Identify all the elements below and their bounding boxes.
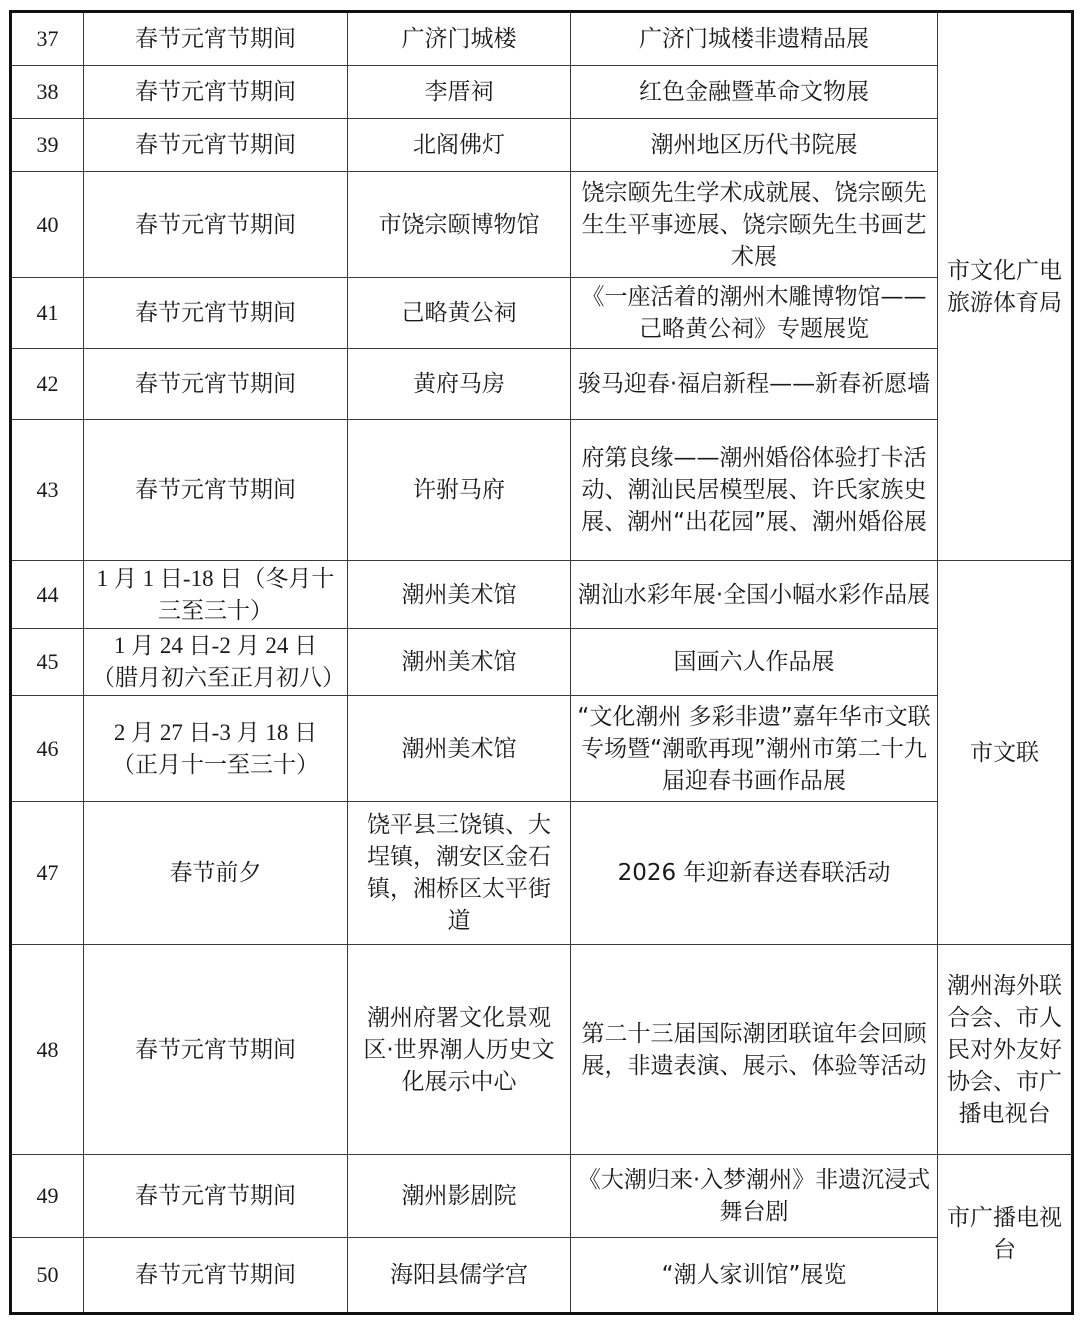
time-cell: 春节元宵节期间 bbox=[84, 1155, 348, 1238]
time-cell: 春节前夕 bbox=[84, 802, 348, 945]
row-number: 46 bbox=[11, 696, 84, 802]
venue-cell: 许驸马府 bbox=[348, 420, 571, 561]
time-cell: 1 月 1 日-18 日（冬月十三至三十） bbox=[84, 561, 348, 629]
time-cell: 春节元宵节期间 bbox=[84, 119, 348, 172]
row-number: 43 bbox=[11, 420, 84, 561]
activity-cell: 潮州地区历代书院展 bbox=[571, 119, 938, 172]
row-number: 48 bbox=[11, 945, 84, 1155]
table-row bbox=[11, 420, 1073, 561]
organizer-cell: 市文联 bbox=[938, 561, 1073, 945]
venue-cell: 李厝祠 bbox=[348, 66, 571, 119]
time-cell: 春节元宵节期间 bbox=[84, 172, 348, 278]
activity-cell: 红色金融暨革命文物展 bbox=[571, 66, 938, 119]
activity-cell: 《大潮归来·入梦潮州》非遗沉浸式舞台剧 bbox=[571, 1155, 938, 1238]
venue-cell: 海阳县儒学宫 bbox=[348, 1238, 571, 1314]
time-cell: 春节元宵节期间 bbox=[84, 1238, 348, 1314]
venue-cell: 黄府马房 bbox=[348, 349, 571, 420]
activity-cell: 潮汕水彩年展·全国小幅水彩作品展 bbox=[571, 561, 938, 629]
venue-cell: 饶平县三饶镇、大埕镇，潮安区金石镇，湘桥区太平街道 bbox=[348, 802, 571, 945]
activity-cell: 广济门城楼非遗精品展 bbox=[571, 12, 938, 66]
venue-cell: 潮州美术馆 bbox=[348, 561, 571, 629]
table-row bbox=[11, 629, 1073, 696]
table-row bbox=[11, 172, 1073, 278]
venue-cell: 广济门城楼 bbox=[348, 12, 571, 66]
table-row bbox=[11, 696, 1073, 802]
row-number: 40 bbox=[11, 172, 84, 278]
table-row bbox=[11, 1155, 1073, 1238]
row-number: 37 bbox=[11, 12, 84, 66]
activity-cell: “文化潮州 多彩非遗”嘉年华市文联专场暨“潮歌再现”潮州市第二十九届迎春书画作品展 bbox=[571, 696, 938, 802]
time-cell: 春节元宵节期间 bbox=[84, 349, 348, 420]
table-row bbox=[11, 119, 1073, 172]
activity-cell: 国画六人作品展 bbox=[571, 629, 938, 696]
table-row bbox=[11, 66, 1073, 119]
row-number: 44 bbox=[11, 561, 84, 629]
table-row bbox=[11, 561, 1073, 629]
venue-cell: 市饶宗颐博物馆 bbox=[348, 172, 571, 278]
time-cell: 春节元宵节期间 bbox=[84, 278, 348, 349]
activity-cell: 饶宗颐先生学术成就展、饶宗颐先生生平事迹展、饶宗颐先生书画艺术展 bbox=[571, 172, 938, 278]
table-row bbox=[11, 1238, 1073, 1314]
activity-cell: 第二十三届国际潮团联谊年会回顾展，非遗表演、展示、体验等活动 bbox=[571, 945, 938, 1155]
organizer-cell: 市广播电视台 bbox=[938, 1155, 1073, 1314]
activity-cell: 府第良缘——潮州婚俗体验打卡活动、潮汕民居模型展、许氏家族史展、潮州“出花园”展、潮州婚俗展 bbox=[571, 420, 938, 561]
row-number: 45 bbox=[11, 629, 84, 696]
venue-cell: 潮州美术馆 bbox=[348, 696, 571, 802]
row-number: 47 bbox=[11, 802, 84, 945]
activity-cell: 《一座活着的潮州木雕博物馆——己略黄公祠》专题展览 bbox=[571, 278, 938, 349]
row-number: 42 bbox=[11, 349, 84, 420]
time-cell: 春节元宵节期间 bbox=[84, 66, 348, 119]
organizer-cell: 潮州海外联合会、市人民对外友好协会、市广播电视台 bbox=[938, 945, 1073, 1155]
row-number: 39 bbox=[11, 119, 84, 172]
time-cell: 1 月 24 日-2 月 24 日（腊月初六至正月初八） bbox=[84, 629, 348, 696]
row-number: 41 bbox=[11, 278, 84, 349]
table-row bbox=[11, 278, 1073, 349]
organizer-cell: 市文化广电旅游体育局 bbox=[938, 12, 1073, 561]
time-cell: 春节元宵节期间 bbox=[84, 945, 348, 1155]
table-row bbox=[11, 802, 1073, 945]
row-number: 38 bbox=[11, 66, 84, 119]
venue-cell: 潮州影剧院 bbox=[348, 1155, 571, 1238]
table-row bbox=[11, 12, 1073, 66]
venue-cell: 北阁佛灯 bbox=[348, 119, 571, 172]
venue-cell: 潮州美术馆 bbox=[348, 629, 571, 696]
activity-cell: 骏马迎春·福启新程——新春祈愿墙 bbox=[571, 349, 938, 420]
table-row bbox=[11, 349, 1073, 420]
activity-cell: “潮人家训馆”展览 bbox=[571, 1238, 938, 1314]
time-cell: 春节元宵节期间 bbox=[84, 420, 348, 561]
row-number: 50 bbox=[11, 1238, 84, 1314]
time-cell: 春节元宵节期间 bbox=[84, 12, 348, 66]
row-number: 49 bbox=[11, 1155, 84, 1238]
activity-cell: 2026 年迎新春送春联活动 bbox=[571, 802, 938, 945]
venue-cell: 潮州府署文化景观区·世界潮人历史文化展示中心 bbox=[348, 945, 571, 1155]
activity-table bbox=[9, 10, 1074, 1315]
venue-cell: 己略黄公祠 bbox=[348, 278, 571, 349]
table-row bbox=[11, 945, 1073, 1155]
time-cell: 2 月 27 日-3 月 18 日（正月十一至三十） bbox=[84, 696, 348, 802]
